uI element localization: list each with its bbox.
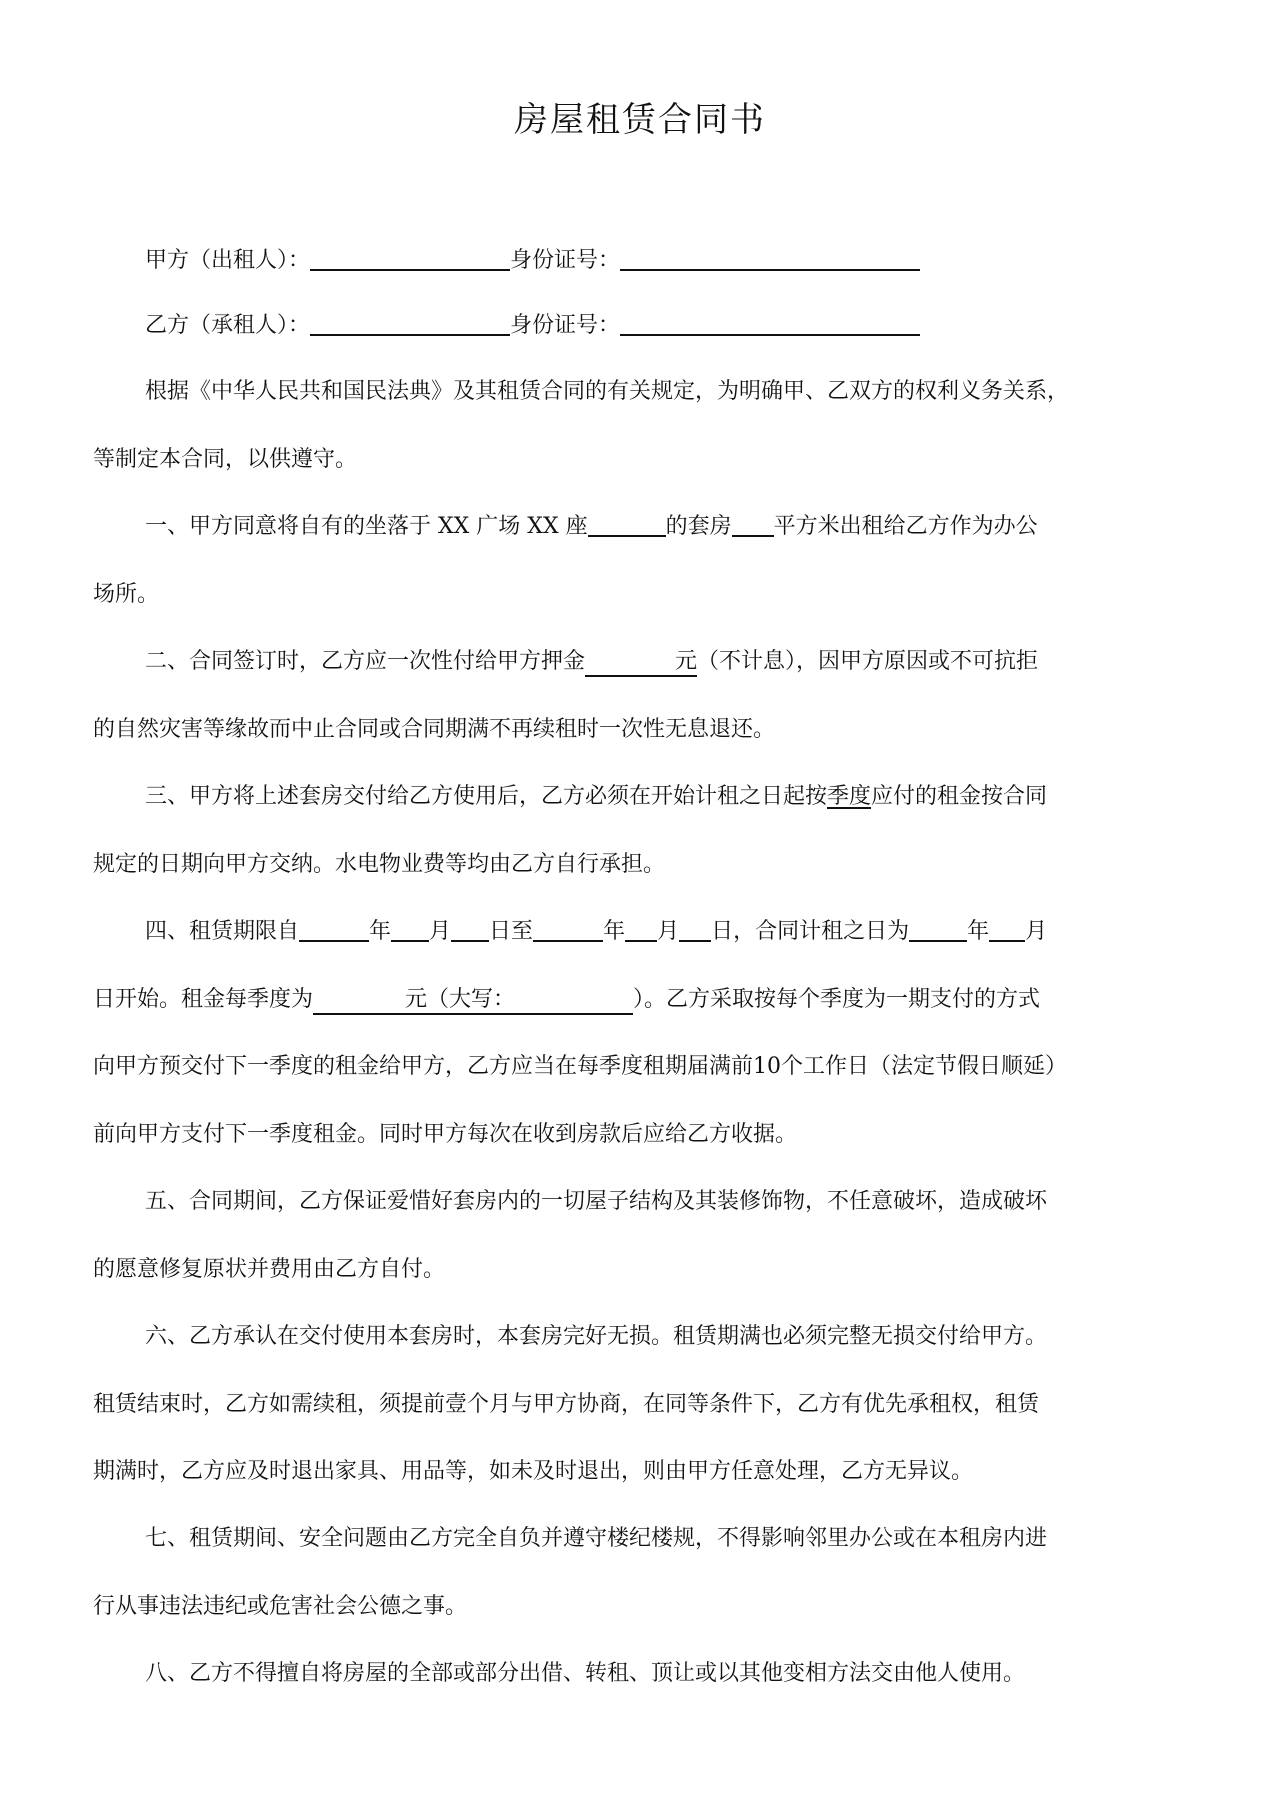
deposit-unit: 元 <box>675 649 698 674</box>
clause-5-line-2: 的愿意修复原状并费用由乙方自付。 <box>93 1256 446 1282</box>
clause-4-line-3: 向甲方预交付下一季度的租金给甲方，乙方应当在每季度租期届满前10个工作日（法定节假日顺延） <box>93 1054 1067 1079</box>
clause-1-text-a: 一、甲方同意将自有的坐落于 XX 广场 XX 座 <box>145 514 588 539</box>
clause-1-text-c: 平方米出租给乙方作为办公 <box>773 514 1038 539</box>
clause-2-text-b: （不计息），因甲方原因或不可抗拒 <box>697 649 1039 674</box>
clause-5 <box>93 1168 1193 1303</box>
clause-4-line-1 <box>93 898 1193 966</box>
suite-number-field[interactable] <box>588 511 666 537</box>
quarterly-rent-field[interactable] <box>313 987 633 1015</box>
area-field[interactable] <box>732 511 774 537</box>
clause-4 <box>93 898 1193 1168</box>
clause-7-line-1: 七、租赁期间、安全问题由乙方完全自负并遵守楼纪楼规，不得影响邻里办公或在本租房内进 <box>145 1526 1048 1551</box>
clause-3-text-b: 应付的租金按合同 <box>871 784 1048 809</box>
payment-period-underlined: 季度 <box>827 784 872 809</box>
month-label: 月 <box>429 919 452 944</box>
rent-start-month-field[interactable] <box>989 916 1025 942</box>
end-day-field[interactable] <box>679 916 711 942</box>
lessee-label: 乙方（承租人）： <box>145 313 311 338</box>
year-label: 年 <box>967 919 990 944</box>
clause-6-line-2: 租赁结束时，乙方如需续租，须提前壹个月与甲方协商，在同等条件下，乙方有优先承租权，租赁 <box>93 1391 1040 1417</box>
preamble-paragraph <box>93 358 1193 493</box>
clause-8-line-1: 八、乙方不得擅自将房屋的全部或部分出借、转租、顶让或以其他变相方法交由他人使用。 <box>145 1661 1026 1686</box>
clause-3-text-a: 三、甲方将上述套房交付给乙方使用后，乙方必须在开始计租之日起按 <box>145 784 828 809</box>
clause-3 <box>93 763 1193 898</box>
clause-1 <box>93 493 1193 628</box>
clause-7-line-2: 行从事违法违纪或危害社会公德之事。 <box>93 1593 468 1619</box>
start-day-field[interactable] <box>451 916 489 942</box>
lessee-id-field[interactable] <box>620 310 920 336</box>
clause-2 <box>93 628 1193 763</box>
lessee-line <box>145 310 920 341</box>
year-label: 年 <box>603 919 626 944</box>
lessor-name-field[interactable] <box>310 245 510 271</box>
lessee-name-field[interactable] <box>310 310 510 336</box>
clause-2-line-1 <box>93 628 1193 696</box>
clause-1-line-1 <box>93 493 1193 561</box>
clause-4-line-4: 前向甲方支付下一季度租金。同时甲方每次在收到房款后应给乙方收据。 <box>93 1121 798 1147</box>
end-month-field[interactable] <box>625 916 657 942</box>
clause-3-line-1 <box>93 763 1193 831</box>
document-title: 房屋租赁合同书 <box>514 100 766 140</box>
clause-4-line-2-text-b: 。乙方采取按每个季度为一期支付的方式 <box>644 986 1041 1012</box>
clause-6 <box>93 1303 1193 1506</box>
month-label: 月 <box>1025 919 1048 944</box>
clause-2-text-a: 二、合同签订时，乙方应一次性付给甲方押金 <box>145 649 586 674</box>
rent-close-paren: ） <box>633 986 645 1012</box>
clause-1-line-2: 场所。 <box>93 581 160 607</box>
preamble-line-2: 等制定本合同，以供遵守。 <box>93 446 358 472</box>
start-month-field[interactable] <box>391 916 429 942</box>
deposit-field[interactable] <box>585 649 697 677</box>
clause-4-text-a: 四、租赁期限自 <box>145 919 300 944</box>
lessor-id-label: 身份证号： <box>510 248 621 273</box>
clause-4-line-2-text-a: 日开始。租金每季度为 <box>93 986 314 1012</box>
clause-1-text-b: 的套房 <box>665 514 732 539</box>
clause-4-line-2 <box>93 966 1193 1034</box>
to-label: 日至 <box>489 919 534 944</box>
clause-6-line-3: 期满时，乙方应及时退出家具、用品等，如未及时退出，则由甲方任意处理，乙方无异议。 <box>93 1459 974 1484</box>
clause-6-line-1: 六、乙方承认在交付使用本套房时，本套房完好无损。租赁期满也必须完整无损交付给甲方。 <box>145 1324 1048 1349</box>
clause-5-line-1: 五、合同期间，乙方保证爱惜好套房内的一切屋子结构及其装修饰物，不任意破坏，造成破坏 <box>145 1189 1048 1214</box>
start-year-field[interactable] <box>299 916 369 942</box>
rent-start-label: 日，合同计租之日为 <box>711 919 910 944</box>
clause-7 <box>93 1505 1193 1640</box>
lessor-id-field[interactable] <box>620 245 920 271</box>
lessor-line <box>145 245 920 276</box>
end-year-field[interactable] <box>533 916 603 942</box>
lessee-id-label: 身份证号： <box>510 313 621 338</box>
rent-unit-label: 元（大写： <box>405 986 516 1012</box>
year-label: 年 <box>369 919 392 944</box>
lessor-label: 甲方（出租人）： <box>145 248 311 273</box>
clause-8 <box>93 1640 1193 1708</box>
rent-start-year-field[interactable] <box>909 916 967 942</box>
month-label: 月 <box>657 919 680 944</box>
preamble-line-1: 根据《中华人民共和国民法典》及其租赁合同的有关规定，为明确甲、乙双方的权利义务关系， <box>145 379 1070 404</box>
clause-3-line-2: 规定的日期向甲方交纳。水电物业费等均由乙方自行承担。 <box>93 851 666 877</box>
clause-2-line-2: 的自然灾害等缘故而中止合同或合同期满不再续租时一次性无息退还。 <box>93 716 776 742</box>
